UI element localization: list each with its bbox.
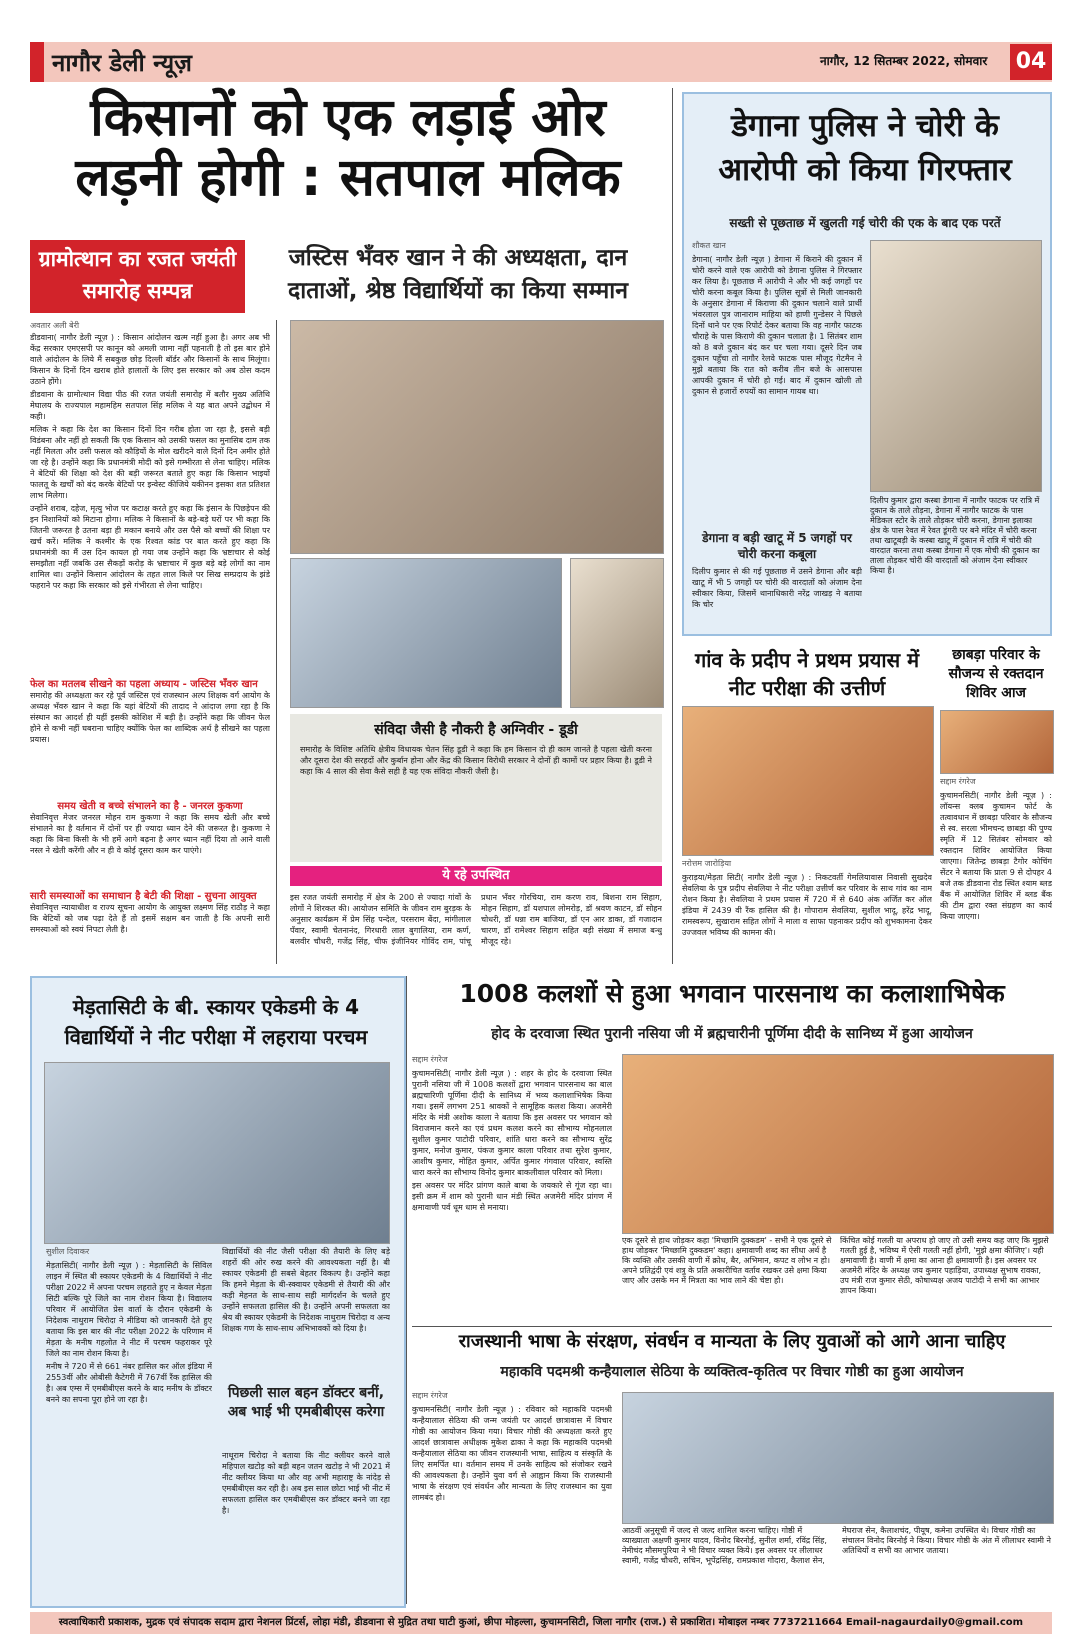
- bsquare-byline: सुशील दिवाकर: [46, 1247, 90, 1256]
- bsquare-body: [46, 1260, 212, 1600]
- section-title: समय खेती व बच्चे संभालने का है - जनरल कुकणा: [57, 801, 243, 812]
- degana-box-title: डेगाना व बड़ी खाटू में 5 जगहों पर चोरी करना कबूला: [702, 531, 852, 561]
- section-body: समारोह की अध्यक्षता कर रहे पूर्व जस्टिस एवं राजस्थान अल्प शिक्षक वर्ग आयोग के अध्यक्ष भँवरु खान ने कहा कि यहां बेटियों की तादाद ने आंदाज लगा रहा है कि संस्थान का आदर्श ही यहीं इसकी कोशिश में बड़ी है। उन्होंने कहा कि जीवन फेल होने से कभी नहीं घबराना चाहिए क्योंकि फेल का शाब्दिक अर्थ है सीखने का पहला प्रयास।: [30, 691, 270, 744]
- lead-body: [30, 332, 270, 672]
- rajasthani-caption: आठवीं अनुसूची में जल्द से जल्द शामिल करना चाहिए। गोष्ठी में व्याख्याता अक्षणी कुमार यादव, विनोद बिरनोई, सुनील शर्मा, रविंद्र सिंह, नेमीचंद मौसमपुरिया ने भी विचार व्यक्त किये। इस अवसर पर लीलाधर स्वामी, गजेंद्र चौधरी, सचिन, भूपेंद्रसिंह, रामप्रकाश गोदारा, कैलाश सेन, मेघराज सेन, कैलाशचंद, पीयूष, कमेना उपस्थित थे। विचार गोष्ठी का संचालन विनोद बिरनोई ने किया। विचार गोष्ठी के अंत में लीलाधर स्वामी ने अतिथियों व सभी का आभार जताया।: [622, 1526, 1051, 1565]
- photo-pradeep-family: [682, 706, 934, 856]
- bsquare-headline: मेड़तासिटी के बी. स्कायर एकेडमी के 4 विद्यार्थियों ने नीट परीक्षा में लहराया परचम: [64, 995, 368, 1049]
- column-divider: [672, 88, 673, 964]
- lead-subhead: जस्टिस भँवरु खान ने की अध्यक्षता, दान दाताओं, श्रेष्ठ विद्यार्थियों का किया सम्मान: [288, 245, 628, 304]
- page-number: 04: [1010, 44, 1052, 80]
- photo-students: [44, 1062, 390, 1244]
- photo-police-accused: [870, 240, 1042, 492]
- section-body: सेवानिवृत्त न्यायाधीश व राज्य सूचना आयोग के आयुक्त लक्ष्मण सिंह राठौड़ ने कहा कि बेटियों को जब पढ़ा देते हैं तो इसमें सक्षम बन जाती है कि अपनी सारी समस्याओं को स्वयं निपटा लेती है।: [30, 903, 270, 934]
- pradeep-byline: नरोत्तम जारोड़िया: [682, 859, 732, 868]
- pradeep-body: कुराड़या/मेड़ता सिटी( नागौर डेली न्यूज़ ) : निकटवर्ती गेमलियावास निवासी सुखदेव सेवलिया के पुत्र प्रदीप सेवलिया ने नीट परीक्षा उत्तीर्ण कर परिवार के साथ गांव का नाम रोशन किया है। सेवलिया ने प्रथम प्रयास में 720 में से 640 अंक अर्जित कर ऑल इंडिया में 2439 वी रैंक हासिल की है। गोपाराम सेवलिया, सुशील भादू, हरेंद्र भादू, रामस्वरूप, सुखाराम सहित लोगों ने माला व साफा पहनाकर प्रदीप को शुभकामना देकर उज्जवल भविष्य की कामना की।: [682, 873, 932, 937]
- kalash-subhead: होद के दरवाजा स्थित पुरानी नसिया जी में ब्रह्मचारीनी पूर्णिमा दीदी के सानिध्य में हुआ आयोजन: [491, 1026, 973, 1042]
- column-divider: [276, 320, 277, 964]
- kalash-para: इस अवसर पर मंदिर प्रांगण काले बाबा के जयकारे से गूंज रहा था। इसी क्रम में शाम को पुरानी धान मंडी स्थित अजमेरी मंदिर प्रांगण में क्षमावाणी पर्व धूम धाम से मनाया।: [412, 1181, 612, 1212]
- lead-byline: अवतार अली बेरी: [30, 321, 80, 330]
- paper-name: नागौर डेली न्यूज़: [52, 48, 192, 77]
- kalash-caption-1: एक दूसरे से हाथ जोड़कर कहा 'मिच्छामि दुक्कडम' - सभी ने एक दूसरे से हाथ जोड़कर 'मिच्छामि दुक्कडम' कहा। क्षमावाणी शब्द का सीधा अर्थ है कि व्यक्ति और उसकी वाणी में क्रोध, बैर, अभिमान, कपट व लोभ न हो। अपने प्रतिद्वंदी एवं शत्रु के प्रति अकारीचित वर्ताव रखकर उसे क्षमा किया जाए और उसके मन में मित्रता का भाव लाने की चेष्टा हो।: [622, 1236, 832, 1285]
- section-title: सारी समस्याओं का समाधान है बेटी की शिक्षा - सुचना आयुक्त: [30, 891, 257, 902]
- photo-blood-donation: [940, 710, 1054, 774]
- photo-speaker: [570, 558, 664, 708]
- blood-body: कुचामनसिटी( नागौर डेली न्यूज़ ) : लॉयन्स क्लब कुचामन फोर्ट के तत्वावधान में छाबड़ा परिवार के सौजन्य से स्व. सरला भीमचन्द छाबड़ा की पुण्य स्मृति में 12 सितंबर सोमवार को रक्तदान शिविर आयोजित किया जाएगा। जितेन्द्र छाबड़ा टैगोर कोचिंग सेंटर ने बताया कि प्रातः 9 से दोपहर 4 बजे तक डीडवाना रोड स्थित श्याम ब्लड बैंक में आयोजित शिविर में ब्लड बैंक की टीम द्वारा रक्त संग्रहण का कार्य किया जाएगा।: [940, 791, 1052, 921]
- bsquare-para: मेड़तासिटी( नागौर डेली न्यूज़ ) : मेड़तासिटी के सिविल लाइन में स्थित बी स्कायर एकेडमी के 4 विद्यार्थियों ने नीट परीक्षा 2022 में अपना परचम लहराते हुए न केवल मेड़ता सिटी बल्कि पूरे जिले का नाम रोशन किया है। विद्यालय परिवार में आयोजित प्रेस वार्ता के दौरान एकेडमी के निदेशक नाथुराम चिरोदा ने मीडिया को जानकारी देते हुए बताया कि इस बार की नीट परीक्षा 2022 के परिणाम में मेड़ता के मनीष गहलोत ने नीट में परचम फहराकर पूरे जिले का नाम रोशन किया है।: [46, 1261, 212, 1358]
- degana-body: डेगाना( नागौर डेली न्यूज़ ) डेगाना में किराने की दुकान में चोरी करने वाले एक आरोपी को डेगाना पुलिस ने गिरफ्तार कर लिया है। पूछताछ में आरोपी ने और भी कई जगहों पर चोरी करना कबूल किया है। पुलिस सूत्रों से मिली जानकारी के अनुसार डेगाना में किराणा की दुकान चलाने वाले प्रार्थी भंवरलाल पुत्र जानाराम माहिया को हाणी गुन्डेसर ने पिछले दिनों थाने पर एक रिपोर्ट देकर बताया कि वह नागौर फाटक चौराहे के पास किराणे की दुकान चलाता है। 1 सितंबर शाम को 8 बजे दुकान बंद कर घर चला गया। दूसरे दिन जब दुकान पहुँचा तो नागौर रेलवे फाटक पास मौजूद गेटमैन ने मुझे बताया कि रात को करीब तीन बजे के आसपास आपकी दुकान में चोरी हो गई। बाद में दुकान खोली तो दुकान से हजारों रुपयों का सामान गायब था।: [692, 255, 862, 396]
- present-title: ये रहे उपस्थित: [290, 866, 662, 886]
- section-divider: [412, 1326, 1052, 1327]
- masthead-accent: [30, 42, 44, 82]
- blood-headline: छाबड़ा परिवार के सौजन्य से रक्तदान शिविर आज: [948, 647, 1044, 701]
- agniveer-title: संविदा जैसी है नौकरी है अग्निवीर - डूडी: [374, 722, 578, 738]
- section-title: फेल का मतलब सीखने का पहला अध्याय - जस्टिस भँवरु खान: [30, 679, 258, 690]
- column-divider: [406, 976, 407, 1604]
- lead-kicker-box: ग्रामोत्थान का रजत जयंती समारोह सम्पन्न: [30, 240, 245, 313]
- kalash-body: [412, 1068, 612, 1320]
- lead-para: डीडवाना के ग्रामोत्थान विद्या पीठ की रजत जयंती समारोह में बतौर मुख्य अतिथि मेघालय के राज्यपाल महामहिम सतपाल सिंह मलिक ने यह बात अपने उद्बोधन में कही।: [30, 390, 270, 421]
- kalash-byline: सद्दाम रंगरेज: [412, 1055, 448, 1064]
- degana-caption: दिलीप कुमार द्वारा कस्बा डेगाना में नागौर फाटक पर रात्रि में दुकान के ताले तोड़ना, डेगाना में नागौर फाटक के पास मेडिकल स्टोर के ताले तोड़कर चोरी करना, डेगाना इलाका क्षेत्र के पास रेवत में रेवत डूंगरी पर बने मंदिर में चोरी करना तथा खाटूबड़ी के कस्बा खाटू में दुकान में रात्रि में चोरी की वारदात करना तथा कस्बा डेगाना में एक मोची की दुकान का ताला तोड़कर चोरी की वारदातों को अंजाम देना स्वीकार किया है।: [870, 496, 1040, 575]
- bsquare-para: मनीष ने 720 में से 661 नंबर हासिल कर ऑल इंडिया में 2553वीं और ओबीसी कैटेगरी में 767वीं रैंक हासिल की है। अब एम्स में एमबीबीएस करने के बाद मनीष के डॉक्टर बनने का सपना पूरा होने जा रहा है।: [46, 1362, 212, 1404]
- present-body: इस रजत जयंती समारोह में क्षेत्र के 200 से ज्यादा गांवों के लोगों ने शिरकत की। आयोजन समिति के जीवन राम बुरड़क के अनुसार कार्यक्रम में प्रेम सिंह पन्देल, परसराम बेंदा, मांगीलाल पँवार, स्वामी चेतनानंद, गिरधारी लाल बुगालिया, राम कर्ण, बलवीर चौधरी, गजेंद्र सिंह, चीफ इंजीनियर गोविंद राम, पांचू प्रधान भँवर गोरचिया, राम करण राव, बिशना राम सिहाग, मोहन सिहाग, डॉ यशपाल लोमरोड़, डॉ श्रवण काटन, डॉ सोहन चोधरी, डॉ धन्ना राम बाजिया, डॉ एन आर डाका, डॉ गजादान चारण, डॉ रामेश्वर सिहाग सहित बड़ी संख्या में समाज बन्धु मौजूद रहे।: [290, 893, 662, 946]
- bsquare-col2: विद्यार्थियों की नीट जैसी परीक्षा की तैयारी के लिए बड़े शहरों की ओर रुख करने की आवश्यकता नहीं है। बी स्कायर एकेडमी ही सबसे बेहतर विकल्प है। उन्होंने कहा कि हमने मेड़ता के बी-स्क्वायर एकेडमी से तैयारी की और कड़ी मेहनत के साथ-साथ सही मार्गदर्शन के चलते हुए उन्होंने सफलता हासिल की है। उन्होंने अपनी सफलता का श्रेय बी स्कायर एकेडमी के निदेशक नाथुराम चिरोदा व अन्य शिक्षक गण के साथ-साथ अभिभावकों को दिया है।: [222, 1247, 390, 1333]
- lead-para: डीडवाना( नागौर डेली न्यूज़ ) : किसान आंदोलन खत्म नहीं हुआ है। अगर अब भी केंद्र सरकार एमएसपी पर कानून को अमली जामा नहीं पहनाती है तो इस बार होने वाले आंदोलन के लिये मैं सबकुछ छोड़ दिल्ली बॉर्डर और किसानों के साथ मिलूंगा। किसान के दिनों दिन खराब होते हालातों के लिए इस सरकार को अब ठोस कदम उठाने होंगे।: [30, 333, 270, 386]
- pradeep-headline: गांव के प्रदीप ने प्रथम प्रयास में नीट परीक्षा की उत्तीर्ण: [694, 648, 920, 700]
- bsquare-box-title: पिछली साल बहन डॉक्टर बनीं, अब भाई भी एमबीबीएस करेगा: [227, 1385, 385, 1420]
- blood-byline: सद्दाम रंगरेज: [940, 777, 976, 786]
- photo-dignitaries-stage: [290, 320, 664, 554]
- rajasthani-headline: राजस्थानी भाषा के संरक्षण, संवर्धन व मान्यता के लिए युवाओं को आगे आना चाहिए: [458, 1331, 1006, 1352]
- degana-byline: शौकत खान: [692, 241, 726, 250]
- rajasthani-subhead: महाकवि पदमश्री कन्हैयालाल सेठिया के व्यक्तित्व-कृतित्व पर विचार गोष्ठी का हुआ आयोजन: [500, 1364, 964, 1380]
- kalash-caption-2: किंचित कोई गलती या अपराध हो जाए तो उसी समय कह जाए कि मुझसे गलती हुई है, भविष्य में ऐसी गलती नहीं होगी, 'मुझे क्षमा कीजिए'। यही क्षमावाणी है। वाणी में क्षमा का आना ही क्षमावाणी है। इस अवसर पर अजमेरी मंदिर के अध्यक्ष जय कुमार पहाड़िया, उपाध्यक्ष सुभाष रावका, उप मंत्री राज कुमार सेठी, कोषाध्यक्ष अजय पाटोदी ने सभी का आभार ज्ञापन किया।: [840, 1236, 1049, 1295]
- rajasthani-byline: सद्दाम रंगरेज: [412, 1391, 448, 1400]
- photo-kalash-ceremony: [622, 1054, 1054, 1234]
- bsquare-box-body: नाथूराम चिरोदा ने बताया कि नीट क्लीयर करने वाले महिपाल खटोड़ को बड़ी बहन जतन खटोड़ ने भी 2021 में नीट क्लीयर किया था और वह अभी महाराष्ट्र के नांदेड़ से एमबीबीएस कर रही है। अब इस साल छोटा भाई भी नीट में सफलता हासिल कर एमबीबीएस कर डॉक्टर बनने जा रहा है।: [222, 1451, 390, 1515]
- photo-seminar-group: [622, 1392, 1054, 1524]
- kalash-headline: 1008 कलशों से हुआ भगवान पारसनाथ का कलाशाभिषेक: [459, 979, 1005, 1008]
- photo-audience: [290, 558, 562, 708]
- dateline: नागौर, 12 सितम्बर 2022, सोमवार: [820, 54, 988, 68]
- agniveer-body: समारोह के विशिष्ट अतिथि क्षेत्रीय विधायक चेतन सिंह डूडी ने कहा कि हम किसान दो ही काम जानते है पहला खेती करना और दूसरा देश की सरहदों और कुर्बान होना और केंद्र की किसान विरोधी सरकार ने दोनों ही कामों पर प्रहार किया है। डूडी ने कहा कि 4 साल की सेवा कैसे सही है यह एक संविदा नौकरी जैसी है।: [300, 745, 652, 776]
- degana-box-body: दिलीप कुमार से की गई पूछताछ में उसने डेगाना और बड़ी खाटू में भी 5 जगहों पर चोरी की वारदातों को अंजाम देना स्वीकार किया, जिसमें थानाधिकारी नरेंद्र जाखड़ ने बताया कि चोर: [692, 567, 862, 609]
- degana-subhead: सख्ती से पूछताछ में खुलती गई चोरी की एक के बाद एक परतें: [729, 216, 1001, 230]
- lead-para: मलिक ने कहा कि देश का किसान दिनों दिन गरीब होता जा रहा है, इससे बड़ी विडंबना और नहीं हो सकती कि एक किसान को उसकी फसल का मुनासिब दाम तक नहीं मिलता और उसी फसल को कौड़ियों के मोल खरीदने वाले दिनों दिन अमीर होते जा रहे है। उन्होंने कहा कि प्रधानमंत्री मोदी को इसे गम्भीरता से लेना चाहिए। मलिक ने बेटियों की शिक्षा को देश की बड़ी जरूरत बताते हुए कहा कि किसान भाइयों फालतू के खर्चों को बंद करके बेटियों पर इन्वेस्ट कीजिये यकीनन इसका शत प्रतिशत लाभ मिलेगा।: [30, 425, 270, 500]
- lead-para: उन्होंने शराब, दहेज, मृत्यु भोज पर कटाक्ष करते हुए कहा कि इंसान के पिछड़ेपन की इन निशानियों को मिटाना होगा। मलिक ने किसानों के बड़े-बड़े घरों पर भी कहा कि जितनी जरूरत है उतना बड़ा ही मकान बनाये और उस पैसे को बच्चों की शिक्षा पर खर्च करें। मलिक ने कश्मीर के एक रिश्वत कांड पर बात करते हुए कहा कि प्रधानमंत्री का मैं उस दिन कायल हो गया जब उन्होंने कहा कि भ्रष्टाचार से कोई समझौता नहीं जबकि उस सैकड़ों करोड़ के भ्रष्टाचार में कुछ बड़े बड़े लोगों का नाम शामिल था। उन्होंने किसान आंदोलन के तहत लाल किले पर सिख सम्प्रदाय के झंडे फहराने पर कहा कि सरकार को इसे गंभीरता से लेना चाहिए।: [30, 504, 270, 590]
- imprint-footer: स्वत्वाधिकारी प्रकाशक, मुद्रक एवं संपादक सदाम द्वारा नेशनल प्रिंटर्स, लोहा मंडी, डीडवाना से मुद्रित तथा घाटी कुआं, छीपा मोहल्ला, कुचामनसिटी, जिला नागौर (राज.) से प्रकाशित। मोबाइल नम्बर 7737211664 Email-nagaurdaily0@gmail.com: [30, 1612, 1052, 1634]
- degana-headline: डेगाना पुलिस ने चोरी के आरोपी को किया गिरफ्तार: [718, 108, 1012, 188]
- lead-headline: किसानों को एक लड़ाई ओर लड़नी होगी : सतपाल मलिक: [75, 88, 621, 208]
- section-body: सेवानिवृत्त मेजर जनरल मोहन राम कुकणा ने कहा कि समय खेती और बच्चे संभालने का है वर्तमान में दोनों पर ही ज्यादा ध्यान देने की जरूरत है। कुकणा ने कहा कि बिना किसी के भी हमें आगे बढ़ना है अगर ध्यान नहीं दिया तो आने वाली नस्ल ने खेती करेंगी और न ही वे कोई दूसरा काम कर पाएंगे।: [30, 813, 270, 855]
- rajasthani-body: कुचामनसिटी( नागौर डेली न्यूज़ ) : रविवार को महाकवि पदमश्री कन्हैयालाल सेठिया की जन्म जयंती पर आदर्श छात्रावास में विचार गोष्ठी का आयोजन किया गया। विचार गोष्ठी की अध्यक्षता करते हुए आदर्श छात्रावास अधीक्षक मुकेश ढाका ने कहा कि महाकवि पदमश्री कन्हैयालाल सेठिया का जीवन राजस्थानी भाषा, साहित्य व संस्कृति के लिए समर्पित था। वर्तमान समय में उनके साहित्य को संजोकर रखने की आवश्यकता है। उन्होंने युवा वर्ग से आह्वान किया कि राजस्थानी भाषा के संरक्षण एवं संवर्धन और मान्यता के लिए राजस्थान का युवा लामबंद हो।: [412, 1405, 612, 1502]
- kalash-para: कुचामनसिटी( नागौर डेली न्यूज़ ) : शहर के होद के दरवाजा स्थित पुरानी नसिया जी में 1008 कलशों द्वारा भगवान पारसनाथ का बाल ब्रह्मचारिणी पूर्णिमा दीदी के सानिध्य में भव्य कलाशाभिषेक किया गया। इसमें लगभग 251 श्रावकों ने सामूहिक कलश किया। अजमेरी मंदिर के मंत्री अशोक काला ने बताया कि इस अवसर पर भगवान को विराजमान करने का एवं प्रथम कलश करने का सौभाग्य मोहनलाल सुशील कुमार पाटोदी परिवार, शांति धारा करने का सौभाग्य सुरेंद्र कुमार, मनोज कुमार, पंकज कुमार काला परिवार तथा सुरेश कुमार, आशीष कुमार, मोहित कुमार, अर्पित कुमार गंगवाल परिवार, स्वस्ति धारा करने का सौभाग्य विनोद कुमार बाकलीवाल परिवार को मिला।: [412, 1069, 612, 1177]
